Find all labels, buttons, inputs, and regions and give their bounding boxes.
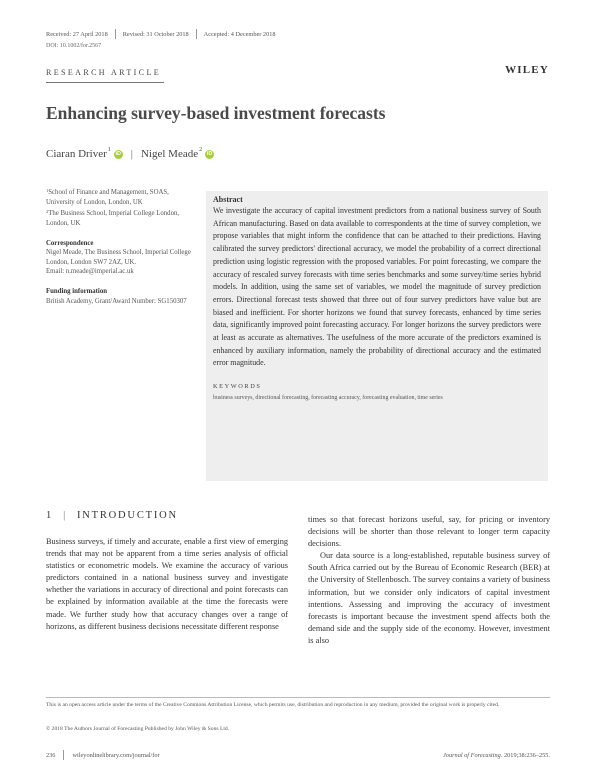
body-column-right — [308, 514, 550, 647]
footnote-rule — [46, 697, 550, 698]
abstract-box — [206, 191, 548, 481]
article-info-sidebar — [46, 188, 196, 306]
orcid-icon[interactable]: iD — [206, 150, 213, 157]
page-number: 236 — [46, 751, 56, 759]
author-list — [46, 148, 214, 160]
doi[interactable]: DOI: 10.1002/for.2567 — [46, 43, 102, 49]
publisher-logo: WILEY — [505, 64, 549, 76]
body-paragraph: Business surveys, if timely and accurate, enable a first view of emerging trends that may not be apparent from a time series analysis of official statistics or econometric models. We examine the accuracy of various predictors contained in a national business survey and investigate whether the variations in accuracy of directional and point forecasts can be explained by information available at the time the forecasts were made. We further study how that accuracy changes over a range of horizons, as different business decisions necessitate different response — [46, 537, 288, 631]
body-paragraph: times so that forecast horizons useful, say, for pricing or inventory decisions will be shorter than those relevant to longer term capacity decisions. — [308, 515, 550, 549]
funding-text: British Academy, Grant/Award Number: SG150307 — [46, 297, 187, 305]
author-separator: | — [130, 148, 133, 160]
affiliation: $^2$The Business School, Imperial College London, London, UK — [46, 209, 180, 227]
section-title: INTRODUCTION — [76, 510, 178, 521]
submission-dates — [46, 29, 276, 39]
orcid-icon[interactable]: iD — [115, 150, 122, 157]
journal-citation: Journal of Forecasting. 2019;38:236–255. — [443, 751, 550, 759]
correspondence-email[interactable]: Email: n.meade@imperial.ac.uk — [46, 268, 134, 276]
author-affiliation-ref: 1 — [107, 147, 111, 153]
revised-date: Revised: 31 October 2018 — [122, 30, 189, 38]
page-footer — [46, 750, 550, 760]
author-name[interactable]: Ciaran Driver — [46, 148, 107, 160]
copyright-note: © 2018 The Authors Journal of Forecasting Published by John Wiley & Sons Ltd. — [46, 726, 230, 732]
footer-separator — [63, 750, 64, 760]
correspondence-heading: Correspondence — [46, 239, 94, 247]
keywords-list: business surveys, directional forecasting, forecasting accuracy, forecasting evaluation, time series — [213, 395, 443, 402]
section-number: 1 — [46, 510, 54, 521]
correspondence-text: Nigel Meade, The Business School, Imperial College London, London SW7 2AZ, UK. — [46, 249, 191, 266]
abstract-text: We investigate the accuracy of capital investment predictors from a national business survey of South African manufacturing. Based on data available to correspondents at the time of survey completion, we propose variables that might inform the confidence that can be attached to their predictions. Having calibrated the survey predictors' directional accuracy, we model the probability of a correct directional prediction using logistic regression with the proposed variables. For point forecasting, we compare the accuracy of rescaled survey forecasts with time series benchmarks and some survey/time series hybrid models. In addition, using the same set of variables, we model the magnitude of survey prediction errors. Directional forecast tests showed that three out of four survey predictors have value but are biased and inefficient. For shorter horizons we found that survey forecasts, enhanced by time series data, significantly improved point forecasting accuracy. For longer horizons the survey predictors were at least as accurate as alternatives. The usefulness of the more accurate of the predictors examined is enhanced by auxiliary information, namely the probability of directional accuracy and the estimated error magnitude. — [213, 206, 541, 368]
author-affiliation-ref: 2 — [199, 147, 203, 153]
body-paragraph: Our data source is a long-established, reputable business survey of South Africa carried out by the Bureau of Economic Research (BER) at the University of Stellenbosch. The survey contains a variety of business information, but we consider only indicators of capital investment intentions. Assessing and improving the accuracy of investment forecasts is important because the investment spend affects both the demand side and the supply side of the economy. However, investment is also — [308, 551, 550, 645]
section-heading — [46, 510, 178, 521]
funding-heading: Funding information — [46, 288, 107, 296]
author-name[interactable]: Nigel Meade — [140, 148, 199, 160]
keywords-heading: KEYWORDS — [213, 383, 262, 391]
license-note: This is an open access article under the terms of the Creative Commons Attribution License, which permits use, distribution and reproduction in any medium, provided the original work is properly cited. — [46, 702, 500, 708]
article-title: Enhancing survey-based investment forecasts — [46, 103, 386, 123]
affiliation: $^1$School of Finance and Management, SOAS, University of London, London, UK — [46, 188, 169, 206]
body-column-left — [46, 536, 288, 633]
accepted-date: Accepted: 4 December 2018 — [203, 30, 276, 38]
abstract-heading: Abstract — [213, 195, 243, 204]
date-separator — [196, 29, 197, 39]
section-separator: | — [63, 510, 67, 521]
article-type-rule — [46, 82, 164, 83]
date-separator — [115, 29, 116, 39]
article-type: RESEARCH ARTICLE — [46, 68, 162, 77]
journal-url[interactable]: wileyonlinelibrary.com/journal/for — [72, 751, 160, 759]
received-date: Received: 27 April 2018 — [46, 30, 108, 38]
